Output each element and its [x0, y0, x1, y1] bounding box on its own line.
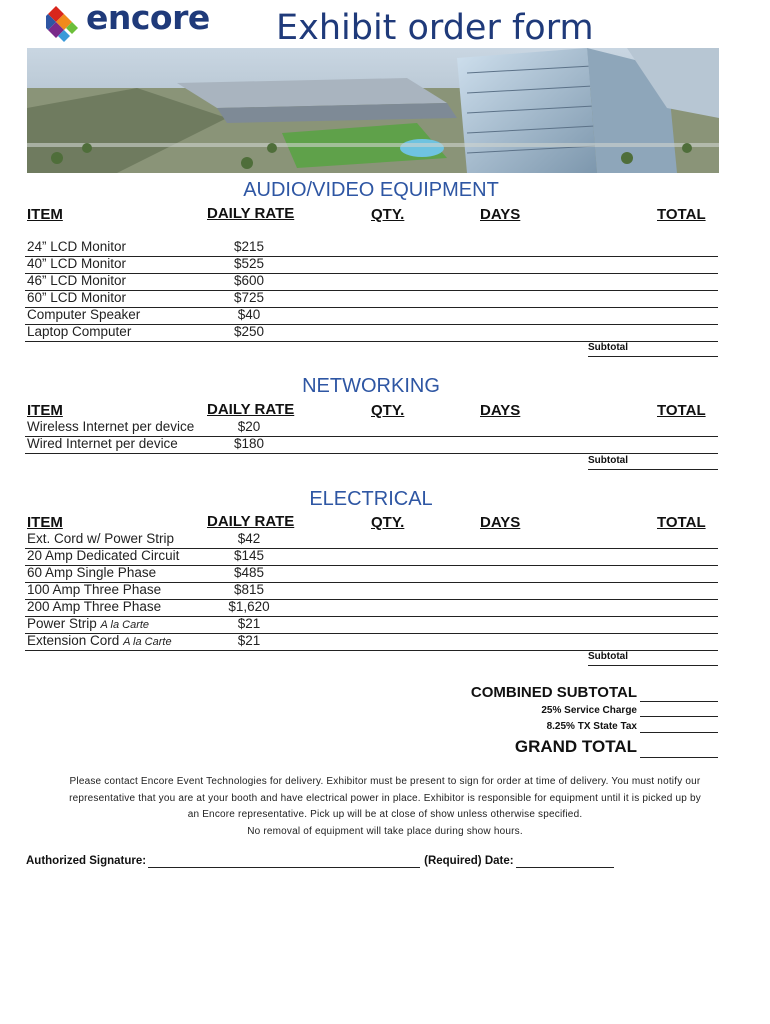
state-tax-label: 8.25% TX State Tax: [546, 721, 637, 732]
av-row[interactable]: [25, 290, 718, 308]
encore-diamond-icon: [46, 4, 84, 44]
av-section-title: AUDIO/VIDEO EQUIPMENT: [243, 179, 499, 201]
item-price: $42: [237, 531, 261, 546]
item-name: Wireless Internet per device: [27, 419, 195, 434]
networking-section-title: NETWORKING: [302, 375, 440, 397]
item-name: Power Strip A la Carte: [27, 616, 150, 631]
net-subtotal-field[interactable]: [588, 455, 718, 470]
date-field[interactable]: [516, 855, 614, 868]
av-subtotal-field[interactable]: [588, 342, 718, 357]
item-name: 60” LCD Monitor: [27, 290, 127, 305]
elec-col-total: TOTAL: [657, 514, 706, 531]
elec-row[interactable]: [25, 548, 718, 566]
item-price: $485: [233, 565, 265, 580]
notice-line: an Encore representative. Pick up will be at close of show unless otherwise specified.: [187, 809, 583, 820]
item-name: 20 Amp Dedicated Circuit: [27, 548, 180, 563]
item-name: 60 Amp Single Phase: [27, 565, 157, 580]
elec-col-qty: QTY.: [371, 514, 405, 531]
page-title: Exhibit order form: [276, 8, 594, 48]
item-price: $40: [237, 307, 261, 322]
av-col-total: TOTAL: [657, 206, 706, 223]
av-row[interactable]: [25, 239, 718, 257]
av-col-item: ITEM: [27, 206, 63, 223]
item-price: $21: [237, 633, 261, 648]
elec-row[interactable]: [25, 531, 718, 549]
item-price: $180: [233, 436, 265, 451]
item-name: Extension Cord A la Carte: [27, 633, 172, 648]
av-row[interactable]: [25, 324, 718, 342]
service-charge-label: 25% Service Charge: [541, 705, 637, 716]
net-subtotal-label: Subtotal: [588, 455, 628, 466]
item-name: Wired Internet per device: [27, 436, 178, 451]
signature-field[interactable]: [148, 855, 420, 868]
av-subtotal-label: Subtotal: [588, 342, 628, 353]
combined-subtotal-blank[interactable]: [640, 684, 718, 702]
item-price: $1,620: [228, 599, 270, 614]
elec-col-days: DAYS: [480, 514, 521, 531]
elec-row[interactable]: [25, 565, 718, 583]
grand-total-field[interactable]: [515, 737, 718, 758]
item-name: Computer Speaker: [27, 307, 141, 322]
delivery-notice: [30, 774, 740, 840]
signature-block: [26, 855, 614, 868]
grand-total-label: GRAND TOTAL: [514, 737, 637, 756]
signature-label: Authorized Signature:: [26, 855, 147, 867]
service-charge-blank[interactable]: [640, 705, 718, 717]
combined-subtotal-field[interactable]: [471, 684, 718, 702]
net-col-item: ITEM: [27, 402, 63, 419]
item-price: $145: [233, 548, 265, 563]
item-name: Laptop Computer: [27, 324, 132, 339]
item-price: $600: [233, 273, 265, 288]
item-name: 200 Amp Three Phase: [27, 599, 162, 614]
net-row[interactable]: [25, 436, 718, 454]
elec-subtotal-field[interactable]: [588, 651, 718, 666]
item-price: $215: [233, 239, 265, 254]
av-row[interactable]: [25, 256, 718, 274]
net-col-total: TOTAL: [657, 402, 706, 419]
service-charge-field[interactable]: [541, 705, 718, 717]
elec-row[interactable]: [25, 633, 718, 651]
item-name: 24” LCD Monitor: [27, 239, 127, 254]
electrical-section-title: ELECTRICAL: [309, 488, 433, 510]
net-col-daily-rate: DAILY RATE: [207, 401, 295, 418]
elec-col-daily-rate: DAILY RATE: [207, 513, 295, 530]
net-col-qty: QTY.: [371, 402, 405, 419]
notice-line: Please contact Encore Event Technologies for delivery. Exhibitor must be present to sign for order at time of delivery. You must notify our: [69, 776, 701, 787]
elec-subtotal-label: Subtotal: [588, 651, 628, 662]
elec-col-item: ITEM: [27, 514, 63, 531]
av-row[interactable]: [25, 307, 718, 325]
item-price: $21: [237, 616, 261, 631]
item-price: $250: [233, 324, 265, 339]
av-col-days: DAYS: [480, 206, 521, 223]
item-name: Ext. Cord w/ Power Strip: [27, 531, 175, 546]
item-price: $20: [237, 419, 261, 434]
item-price: $525: [233, 256, 265, 271]
item-price: $725: [233, 290, 265, 305]
elec-row[interactable]: [25, 599, 718, 617]
net-col-days: DAYS: [480, 402, 521, 419]
encore-logo: [46, 0, 216, 44]
av-col-daily-rate: DAILY RATE: [207, 205, 295, 222]
net-row[interactable]: [25, 419, 718, 437]
state-tax-field[interactable]: [547, 721, 718, 733]
av-row[interactable]: [25, 273, 718, 291]
item-note: A la Carte: [100, 619, 150, 631]
notice-line: representative that you are at your booth and have electrical power in place. Exhibitor is responsible for equipment until it is picked up by: [69, 792, 701, 804]
venue-banner-image: [27, 48, 719, 173]
elec-row[interactable]: [25, 616, 718, 634]
elec-row[interactable]: [25, 582, 718, 600]
notice-line: No removal of equipment will take place during show hours.: [247, 825, 523, 837]
grand-total-blank[interactable]: [640, 737, 718, 758]
av-col-qty: QTY.: [371, 206, 405, 223]
logo-text: encore: [86, 0, 210, 37]
item-price: $815: [233, 582, 265, 597]
state-tax-blank[interactable]: [640, 721, 718, 733]
item-name: 40” LCD Monitor: [27, 256, 127, 271]
combined-subtotal-label: COMBINED SUBTOTAL: [470, 684, 637, 701]
date-label: (Required) Date:: [424, 855, 514, 867]
item-name: 100 Amp Three Phase: [27, 582, 162, 597]
item-note: A la Carte: [123, 636, 172, 648]
item-name: 46” LCD Monitor: [27, 273, 127, 288]
